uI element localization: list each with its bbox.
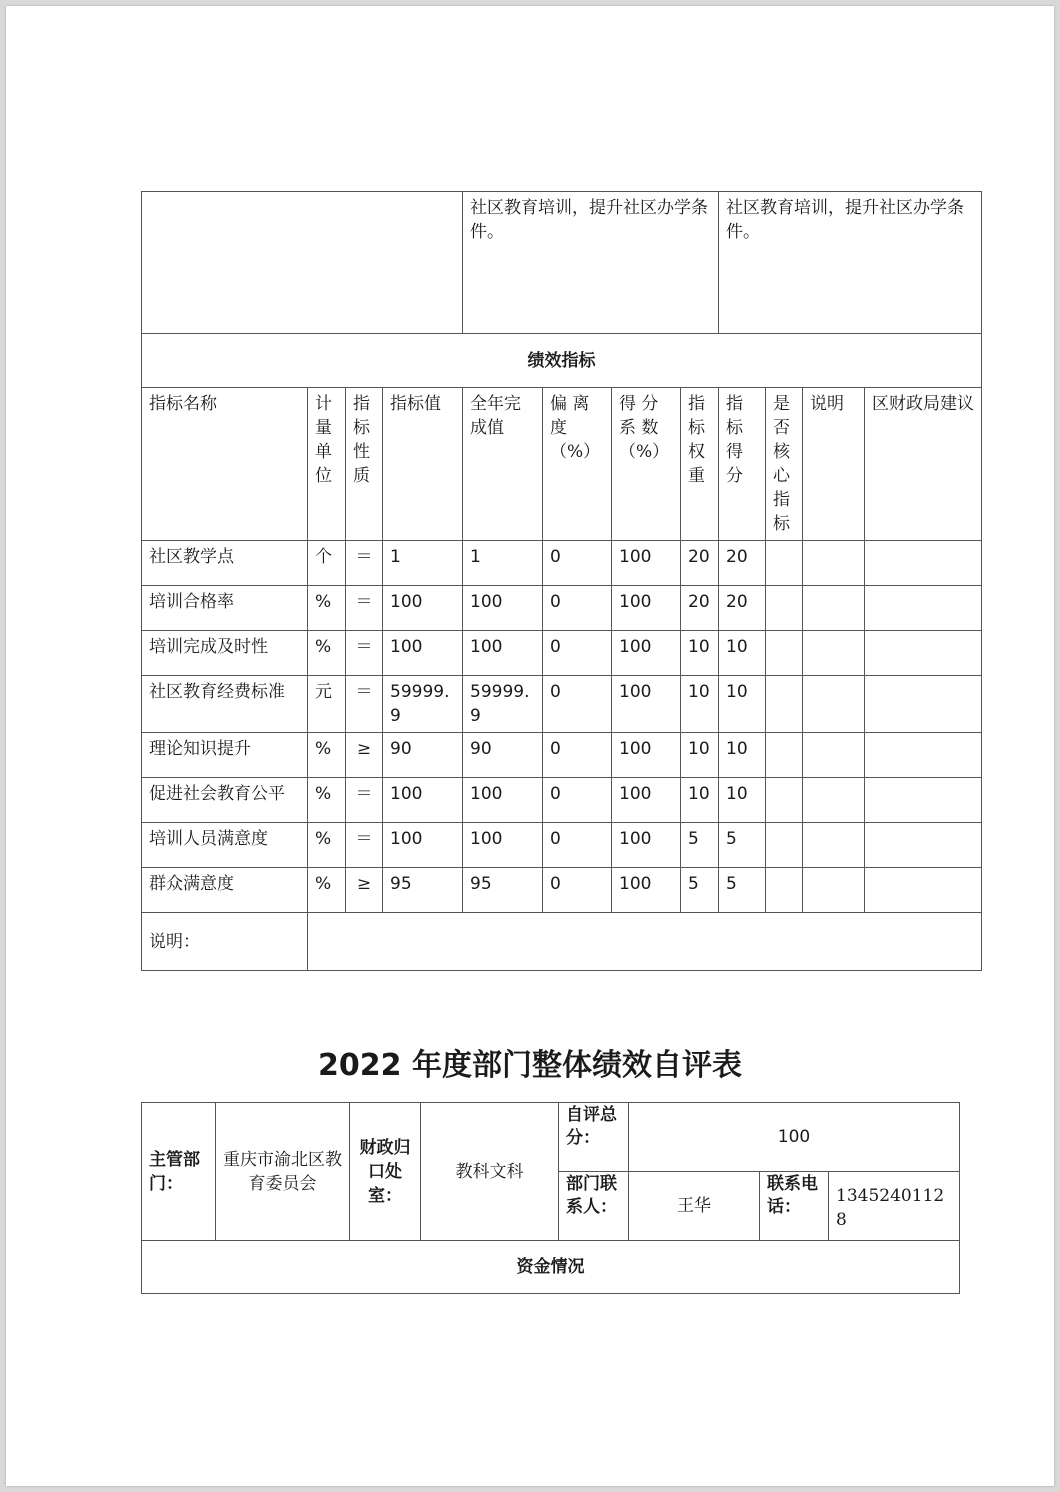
cell-deviation: 0 xyxy=(543,823,612,868)
cell-weight: 5 xyxy=(681,823,719,868)
cell-value: 59999.9 xyxy=(383,676,463,733)
self-eval-form xyxy=(141,1102,960,1294)
cell-actual: 100 xyxy=(463,586,543,631)
cell-actual: 95 xyxy=(463,868,543,913)
cell-actual: 59999.9 xyxy=(463,676,543,733)
cell-advice xyxy=(865,676,982,733)
section-title-performance: 绩效指标 xyxy=(142,334,982,388)
cell-name: 群众满意度 xyxy=(142,868,308,913)
cell-value: 100 xyxy=(383,823,463,868)
cell-advice xyxy=(865,631,982,676)
table-row xyxy=(142,868,982,913)
cell-name: 理论知识提升 xyxy=(142,733,308,778)
cell-nature: ≥ xyxy=(346,733,383,778)
cell-advice xyxy=(865,733,982,778)
cell-value: 100 xyxy=(383,778,463,823)
cell-deviation: 0 xyxy=(543,868,612,913)
header-core: 是否核心指标 xyxy=(766,388,803,541)
header-value: 指标值 xyxy=(383,388,463,541)
dept-value: 重庆市渝北区教育委员会 xyxy=(216,1103,350,1241)
cell-coef: 100 xyxy=(612,676,681,733)
finance-value: 教科文科 xyxy=(421,1103,559,1241)
header-coef: 得 分 系 数（%） xyxy=(612,388,681,541)
cell-name: 培训人员满意度 xyxy=(142,823,308,868)
cell-coef: 100 xyxy=(612,778,681,823)
header-advice: 区财政局建议 xyxy=(865,388,982,541)
finance-label: 财政归口处室： xyxy=(350,1103,421,1241)
cell-note xyxy=(803,586,865,631)
goal-cell-b: 社区教育培训，提升社区办学条件。 xyxy=(719,192,982,334)
cell-actual: 90 xyxy=(463,733,543,778)
cell-weight: 20 xyxy=(681,586,719,631)
cell-weight: 5 xyxy=(681,868,719,913)
cell-actual: 100 xyxy=(463,778,543,823)
header-actual: 全年完成值 xyxy=(463,388,543,541)
goal-row xyxy=(142,192,982,334)
cell-value: 1 xyxy=(383,541,463,586)
cell-weight: 10 xyxy=(681,631,719,676)
cell-note xyxy=(803,676,865,733)
cell-coef: 100 xyxy=(612,733,681,778)
total-value: 100 xyxy=(629,1103,960,1172)
cell-weight: 10 xyxy=(681,733,719,778)
cell-unit: % xyxy=(308,823,346,868)
table-row xyxy=(142,631,982,676)
cell-score: 10 xyxy=(719,778,766,823)
contact-label: 部门联系人： xyxy=(559,1172,629,1241)
cell-note xyxy=(803,868,865,913)
cell-coef: 100 xyxy=(612,541,681,586)
cell-score: 5 xyxy=(719,823,766,868)
cell-note xyxy=(803,823,865,868)
cell-name: 培训合格率 xyxy=(142,586,308,631)
header-row xyxy=(142,388,982,541)
header-name: 指标名称 xyxy=(142,388,308,541)
document-page xyxy=(6,6,1054,1486)
cell-score: 20 xyxy=(719,541,766,586)
header-weight: 指标权重 xyxy=(681,388,719,541)
cell-value: 100 xyxy=(383,631,463,676)
cell-nature: ≥ xyxy=(346,868,383,913)
table-row xyxy=(142,541,982,586)
header-score: 指标得分 xyxy=(719,388,766,541)
table-row xyxy=(142,733,982,778)
cell-nature: ＝ xyxy=(346,631,383,676)
header-deviation: 偏 离 度（%） xyxy=(543,388,612,541)
cell-value: 100 xyxy=(383,586,463,631)
cell-deviation: 0 xyxy=(543,778,612,823)
cell-core xyxy=(766,778,803,823)
cell-unit: 个 xyxy=(308,541,346,586)
form-title: 2022 年度部门整体绩效自评表 xyxy=(318,1048,742,1083)
cell-nature: ＝ xyxy=(346,586,383,631)
cell-score: 10 xyxy=(719,631,766,676)
goal-cell-a: 社区教育培训，提升社区办学条件。 xyxy=(463,192,719,334)
table-row xyxy=(142,586,982,631)
goal-empty-cell xyxy=(142,192,463,334)
cell-core xyxy=(766,541,803,586)
cell-nature: ＝ xyxy=(346,541,383,586)
cell-actual: 1 xyxy=(463,541,543,586)
cell-weight: 10 xyxy=(681,676,719,733)
cell-coef: 100 xyxy=(612,631,681,676)
cell-unit: % xyxy=(308,586,346,631)
cell-core xyxy=(766,868,803,913)
cell-advice xyxy=(865,778,982,823)
table-row xyxy=(142,676,982,733)
cell-advice xyxy=(865,868,982,913)
dept-label: 主管部门： xyxy=(142,1103,216,1241)
note-row xyxy=(142,913,982,971)
phone-value: 13452401128 xyxy=(829,1172,960,1241)
cell-note xyxy=(803,778,865,823)
cell-value: 95 xyxy=(383,868,463,913)
cell-core xyxy=(766,733,803,778)
cell-core xyxy=(766,586,803,631)
cell-score: 10 xyxy=(719,676,766,733)
cell-score: 10 xyxy=(719,733,766,778)
cell-advice xyxy=(865,586,982,631)
cell-unit: % xyxy=(308,868,346,913)
phone-label: 联系电话： xyxy=(760,1172,829,1241)
section-title-funds: 资金情况 xyxy=(142,1241,960,1294)
cell-note xyxy=(803,733,865,778)
note-label: 说明： xyxy=(142,913,308,971)
cell-score: 20 xyxy=(719,586,766,631)
cell-nature: ＝ xyxy=(346,823,383,868)
contact-value: 王华 xyxy=(629,1172,760,1241)
header-note: 说明 xyxy=(803,388,865,541)
header-unit: 计量单位 xyxy=(308,388,346,541)
cell-name: 社区教学点 xyxy=(142,541,308,586)
cell-unit: % xyxy=(308,778,346,823)
table-row xyxy=(142,778,982,823)
cell-core xyxy=(766,823,803,868)
cell-weight: 20 xyxy=(681,541,719,586)
cell-note xyxy=(803,541,865,586)
table-row xyxy=(142,823,982,868)
cell-name: 社区教育经费标准 xyxy=(142,676,308,733)
cell-deviation: 0 xyxy=(543,541,612,586)
cell-actual: 100 xyxy=(463,823,543,868)
cell-core xyxy=(766,631,803,676)
header-nature: 指标性质 xyxy=(346,388,383,541)
cell-nature: ＝ xyxy=(346,778,383,823)
cell-actual: 100 xyxy=(463,631,543,676)
cell-coef: 100 xyxy=(612,823,681,868)
cell-name: 促进社会教育公平 xyxy=(142,778,308,823)
note-content xyxy=(308,913,982,971)
cell-coef: 100 xyxy=(612,586,681,631)
cell-weight: 10 xyxy=(681,778,719,823)
cell-score: 5 xyxy=(719,868,766,913)
cell-name: 培训完成及时性 xyxy=(142,631,308,676)
cell-value: 90 xyxy=(383,733,463,778)
cell-coef: 100 xyxy=(612,868,681,913)
total-label: 自评总分： xyxy=(559,1103,629,1172)
performance-table xyxy=(141,191,982,971)
cell-deviation: 0 xyxy=(543,631,612,676)
cell-deviation: 0 xyxy=(543,733,612,778)
cell-advice xyxy=(865,823,982,868)
cell-unit: % xyxy=(308,733,346,778)
cell-unit: 元 xyxy=(308,676,346,733)
cell-note xyxy=(803,631,865,676)
cell-core xyxy=(766,676,803,733)
cell-nature: ＝ xyxy=(346,676,383,733)
cell-advice xyxy=(865,541,982,586)
cell-deviation: 0 xyxy=(543,586,612,631)
cell-unit: % xyxy=(308,631,346,676)
cell-deviation: 0 xyxy=(543,676,612,733)
